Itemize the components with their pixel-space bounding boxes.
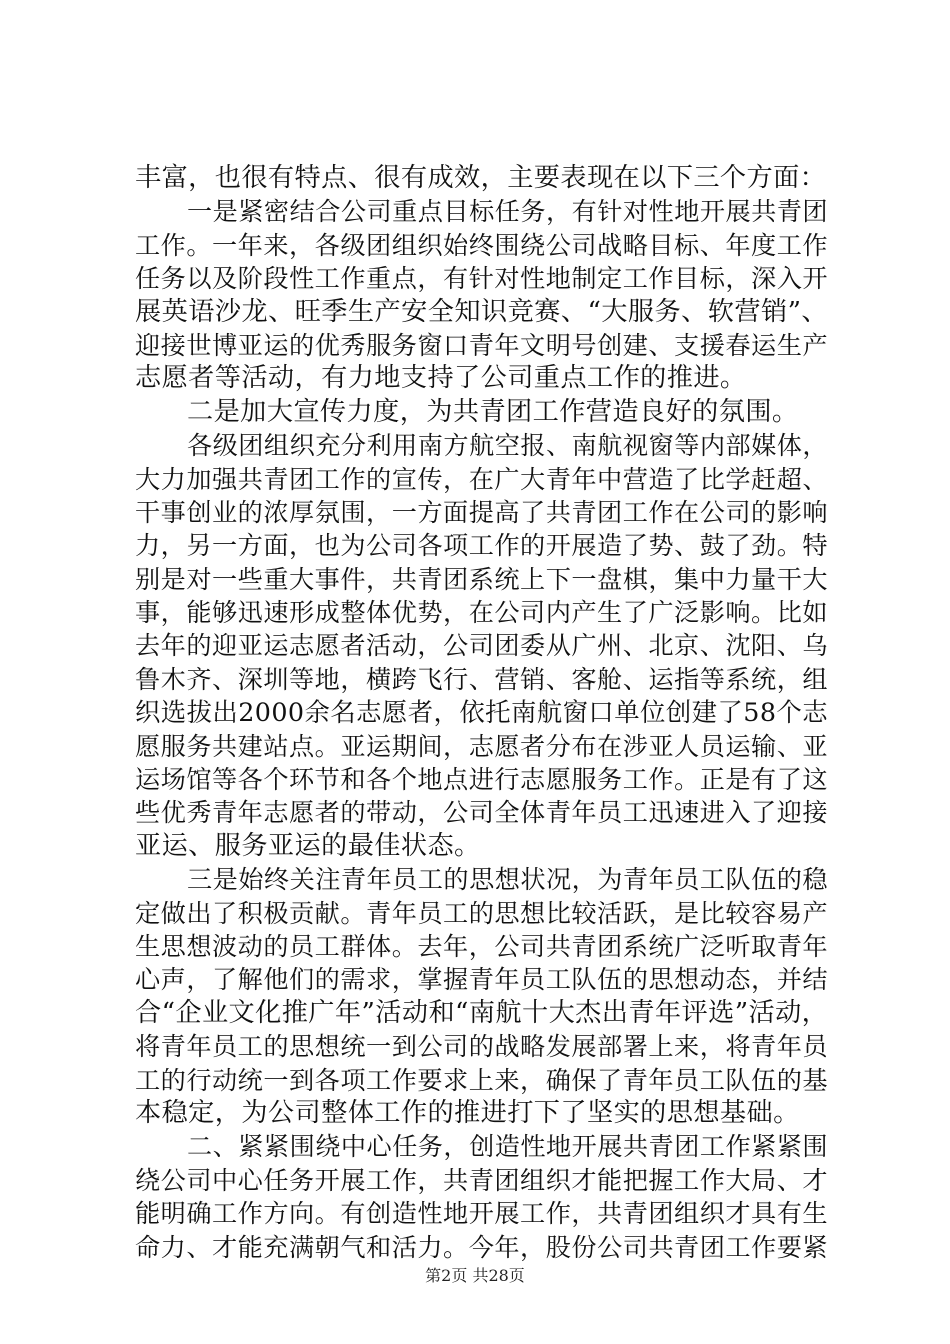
text-line: 大力加强共青团工作的宣传，在广大青年中营造了比学赶超、 (135, 464, 828, 494)
text-line: 事，能够迅速形成整体优势，在公司内产生了广泛影响。比如 (135, 598, 828, 628)
text-line: 心声，了解他们的需求，掌握青年员工队伍的思想动态，并结 (135, 965, 828, 995)
text-line: 去年的迎亚运志愿者活动，公司团委从广州、北京、沈阳、乌 (135, 631, 828, 661)
text-line: 任务以及阶段性工作重点，有针对性地制定工作目标，深入开 (135, 264, 828, 294)
text-line: 二、紧紧围绕中心任务，创造性地开展共青团工作紧紧围 (187, 1132, 828, 1162)
text-line: 将青年员工的思想统一到公司的战略发展部署上来，将青年员 (135, 1032, 828, 1062)
text-line: 织选拔出2000余名志愿者，依托南航窗口单位创建了58个志 (135, 697, 828, 728)
text-line: 三是始终关注青年员工的思想状况，为青年员工队伍的稳 (187, 865, 828, 895)
text-line: 各级团组织充分利用南方航空报、南航视窗等内部媒体， (187, 431, 828, 461)
text-line: 些优秀青年志愿者的带动，公司全体青年员工迅速进入了迎接 (135, 798, 828, 828)
text-line: 运场馆等各个环节和各个地点进行志愿服务工作。正是有了这 (135, 765, 828, 795)
text-line: 干事创业的浓厚氛围，一方面提高了共青团工作在公司的影响 (135, 497, 828, 527)
text-line: 力，另一方面，也为公司各项工作的开展造了势、鼓了劲。特 (135, 531, 828, 561)
text-line: 二是加大宣传力度，为共青团工作营造良好的氛围。 (187, 396, 799, 427)
page-footer (0, 1266, 950, 1286)
document-body (135, 162, 828, 1264)
text-line: 生思想波动的员工群体。去年，公司共青团系统广泛听取青年 (135, 931, 828, 961)
text-line: 迎接世博亚运的优秀服务窗口青年文明号创建、支援春运生产 (135, 330, 828, 360)
page-number-label: 第2页 共28页 (425, 1266, 525, 1285)
text-line: 志愿者等活动，有力地支持了公司重点工作的推进。 (135, 363, 747, 394)
text-line: 工的行动统一到各项工作要求上来，确保了青年员工队伍的基 (135, 1065, 828, 1095)
text-line: 亚运、服务亚运的最佳状态。 (135, 830, 481, 861)
text-line: 一是紧密结合公司重点目标任务，有针对性地开展共青团 (187, 197, 828, 227)
text-line: 合“企业文化推广年”活动和“南航十大杰出青年评选”活动， (135, 997, 829, 1028)
text-line: 定做出了积极贡献。青年员工的思想比较活跃，是比较容易产 (135, 898, 828, 928)
text-line: 展英语沙龙、旺季生产安全知识竞赛、“大服务、软营销”、 (135, 296, 828, 327)
text-line: 绕公司中心任务开展工作，共青团组织才能把握工作大局、才 (135, 1165, 828, 1195)
text-line: 工作。一年来，各级团组织始终围绕公司战略目标、年度工作 (135, 230, 828, 260)
text-line: 能明确工作方向。有创造性地开展工作，共青团组织才具有生 (135, 1199, 828, 1229)
text-line: 鲁木齐、深圳等地，横跨飞行、营销、客舱、运指等系统，组 (135, 664, 828, 694)
text-line: 丰富，也很有特点、很有成效，主要表现在以下三个方面： (135, 163, 827, 193)
text-line: 别是对一些重大事件，共青团系统上下一盘棋，集中力量干大 (135, 564, 828, 594)
text-line: 命力、才能充满朝气和活力。今年，股份公司共青团工作要紧 (135, 1232, 828, 1262)
text-line: 本稳定，为公司整体工作的推进打下了坚实的思想基础。 (135, 1097, 800, 1128)
text-line: 愿服务共建站点。亚运期间，志愿者分布在涉亚人员运输、亚 (135, 731, 828, 761)
